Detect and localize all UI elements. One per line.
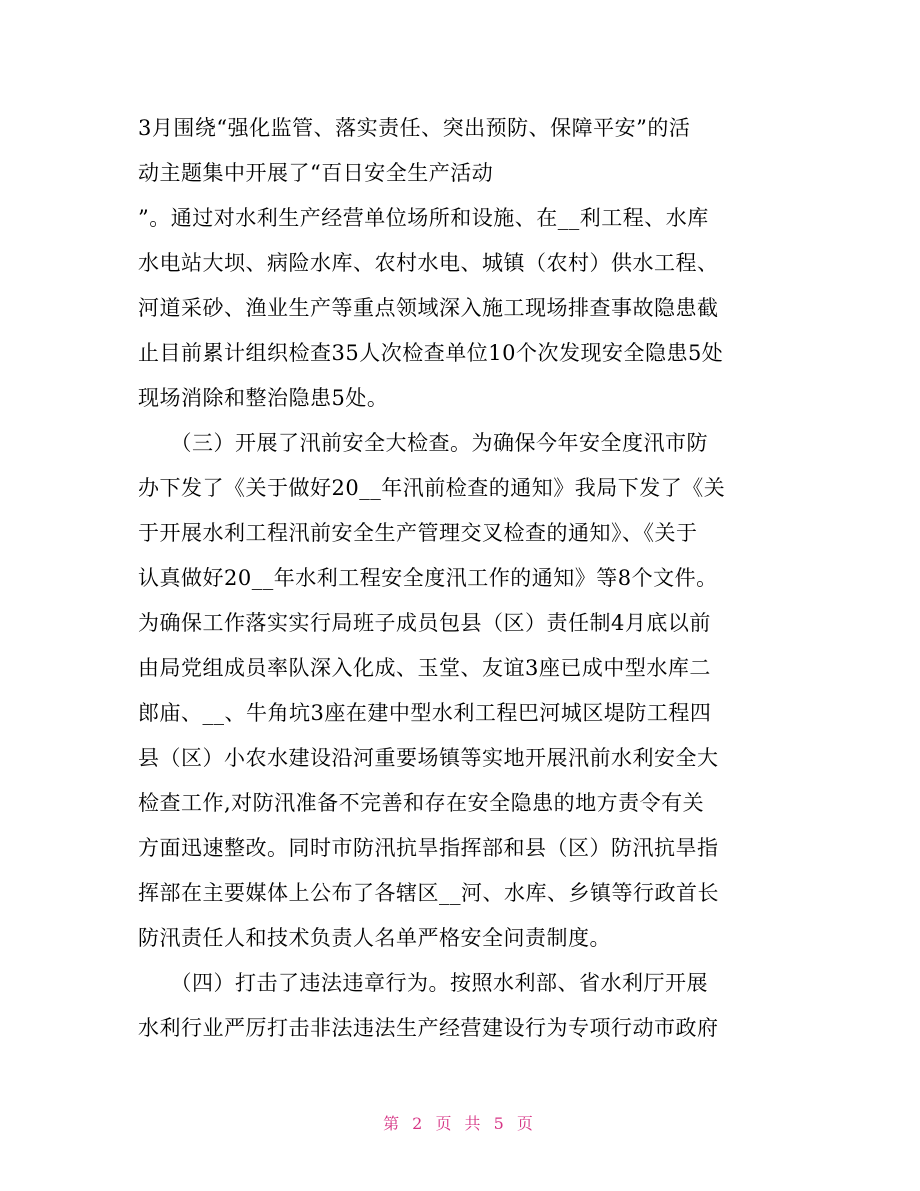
text-line-6: 止目前累计组织检查35人次检查单位10个次发现安全隐患5处 (138, 341, 724, 365)
text-line-3: ”。通过对水利生产经营单位场所和设施、在__利工程、水库 (138, 206, 709, 230)
text-line-19: 防汛责任人和技术负责人名单严格安全问责制度。 (138, 926, 611, 950)
text-line-10: 于开展水利工程汛前安全生产管理交叉检查的通知》、《关于 (138, 521, 698, 545)
text-line-12: 为确保工作落实实行局班子成员包县（区）责任制4月底以前 (138, 611, 711, 635)
text-line-5: 河道采砂、渔业生产等重点领域深入施工现场排查事故隐患截 (138, 296, 719, 320)
text-line-15: 县（区）小农水建设沿河重要场镇等实地开展汛前水利安全大 (138, 746, 719, 770)
text-line-20: （四）打击了违法违章行为。按照水利部、省水利厅开展 (138, 971, 708, 995)
text-line-17: 方面迅速整改。同时市防汛抗旱指挥部和县（区）防汛抗旱指 (138, 836, 719, 860)
text-line-16: 检查工作,对防汛准备不完善和存在安全隐患的地方责令有关 (138, 791, 705, 815)
text-line-21: 水利行业严厉打击非法违法生产经营建设行为专项行动市政府 (138, 1016, 719, 1040)
text-line-8: （三）开展了汛前安全大检查。为确保今年安全度汛市防 (138, 431, 708, 455)
text-line-1: 3月围绕“强化监管、落实责任、突出预防、保障平安”的活 (138, 116, 691, 140)
text-line-9: 办下发了《关于做好20__年汛前检查的通知》我局下发了《关 (138, 476, 726, 500)
text-line-11: 认真做好20__年水利工程安全度汛工作的通知》等8个文件。 (138, 566, 718, 590)
text-line-13: 由局党组成员率队深入化成、玉堂、友谊3座已成中型水库二 (138, 656, 711, 680)
body-text (138, 106, 788, 1051)
text-line-7: 现场消除和整治隐患5处。 (138, 386, 389, 410)
text-line-14: 郎庙、__、牛角坑3座在建中型水利工程巴河城区堤防工程四 (138, 701, 712, 725)
page-number-footer: 第 2 页 共 5 页 (383, 1114, 537, 1133)
text-line-2: 动主题集中开展了“百日安全生产活动 (138, 161, 494, 185)
text-line-18: 挥部在主要媒体上公布了各辖区__河、水库、乡镇等行政首长 (138, 881, 719, 905)
text-line-4: 水电站大坝、病险水库、农村水电、城镇（农村）供水工程、 (138, 251, 719, 275)
